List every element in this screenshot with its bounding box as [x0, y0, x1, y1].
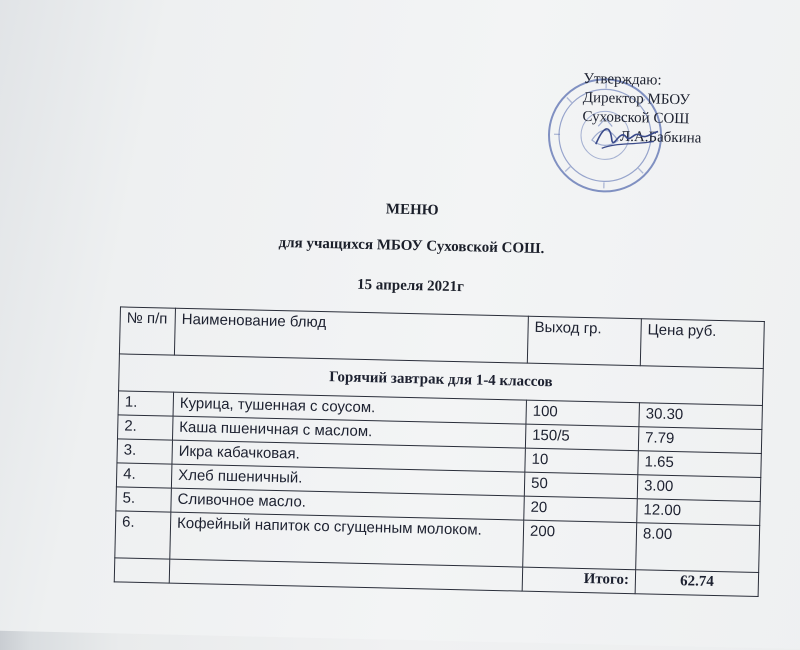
row-num: 5. [116, 487, 172, 512]
row-name: Курица, тушенная с соусом. [173, 392, 526, 424]
menu-date: 15 апреля 2021г [0, 268, 800, 305]
header-price: Цена руб. [640, 319, 764, 369]
menu-title: МЕНЮ [0, 192, 800, 229]
header-weight: Выход гр. [527, 316, 641, 366]
header-name: Наименование блюд [174, 308, 528, 363]
menu-table [114, 306, 765, 597]
row-price: 12.00 [637, 499, 761, 526]
row-weight: 20 [524, 496, 638, 523]
header-num: № п/п [119, 307, 175, 355]
row-price: 30.30 [639, 403, 763, 430]
row-weight: 50 [524, 472, 638, 499]
approval-line-4: Л.А.Бабкина [582, 127, 702, 149]
row-num: 6. [115, 511, 171, 559]
row-num: 3. [117, 439, 173, 464]
row-num: 4. [116, 463, 172, 488]
row-name: Икра кабачковая. [172, 440, 525, 472]
approval-line-3: Суховской СОШ [582, 108, 702, 130]
row-price: 7.79 [638, 427, 762, 454]
row-price: 8.00 [636, 523, 760, 573]
row-num: 1. [118, 391, 174, 416]
row-name: Каша пшеничная с маслом. [172, 416, 525, 448]
section-title: Горячий завтрак для 1-4 классов [119, 354, 764, 406]
row-name: Сливочное масло. [171, 488, 524, 520]
row-weight: 150/5 [525, 424, 639, 451]
row-price: 3.00 [637, 475, 761, 502]
total-empty-num [114, 558, 170, 583]
menu-subtitle: для учащихся МБОУ Суховской СОШ. [0, 228, 800, 265]
total-value: 62.74 [635, 570, 759, 597]
approval-line-2: Директор МБОУ [583, 89, 703, 111]
row-weight: 10 [525, 448, 639, 475]
row-num: 2. [118, 415, 174, 440]
row-price: 1.65 [638, 451, 762, 478]
row-weight: 200 [523, 520, 637, 570]
row-name: Кофейный напиток со сгущенным молоком. [170, 512, 524, 567]
row-name: Хлеб пшеничный. [171, 464, 524, 496]
approval-line-1: Утверждаю: [583, 70, 703, 92]
row-weight: 100 [526, 400, 640, 427]
signature-icon [592, 118, 663, 156]
total-label: Итого: [522, 567, 636, 594]
